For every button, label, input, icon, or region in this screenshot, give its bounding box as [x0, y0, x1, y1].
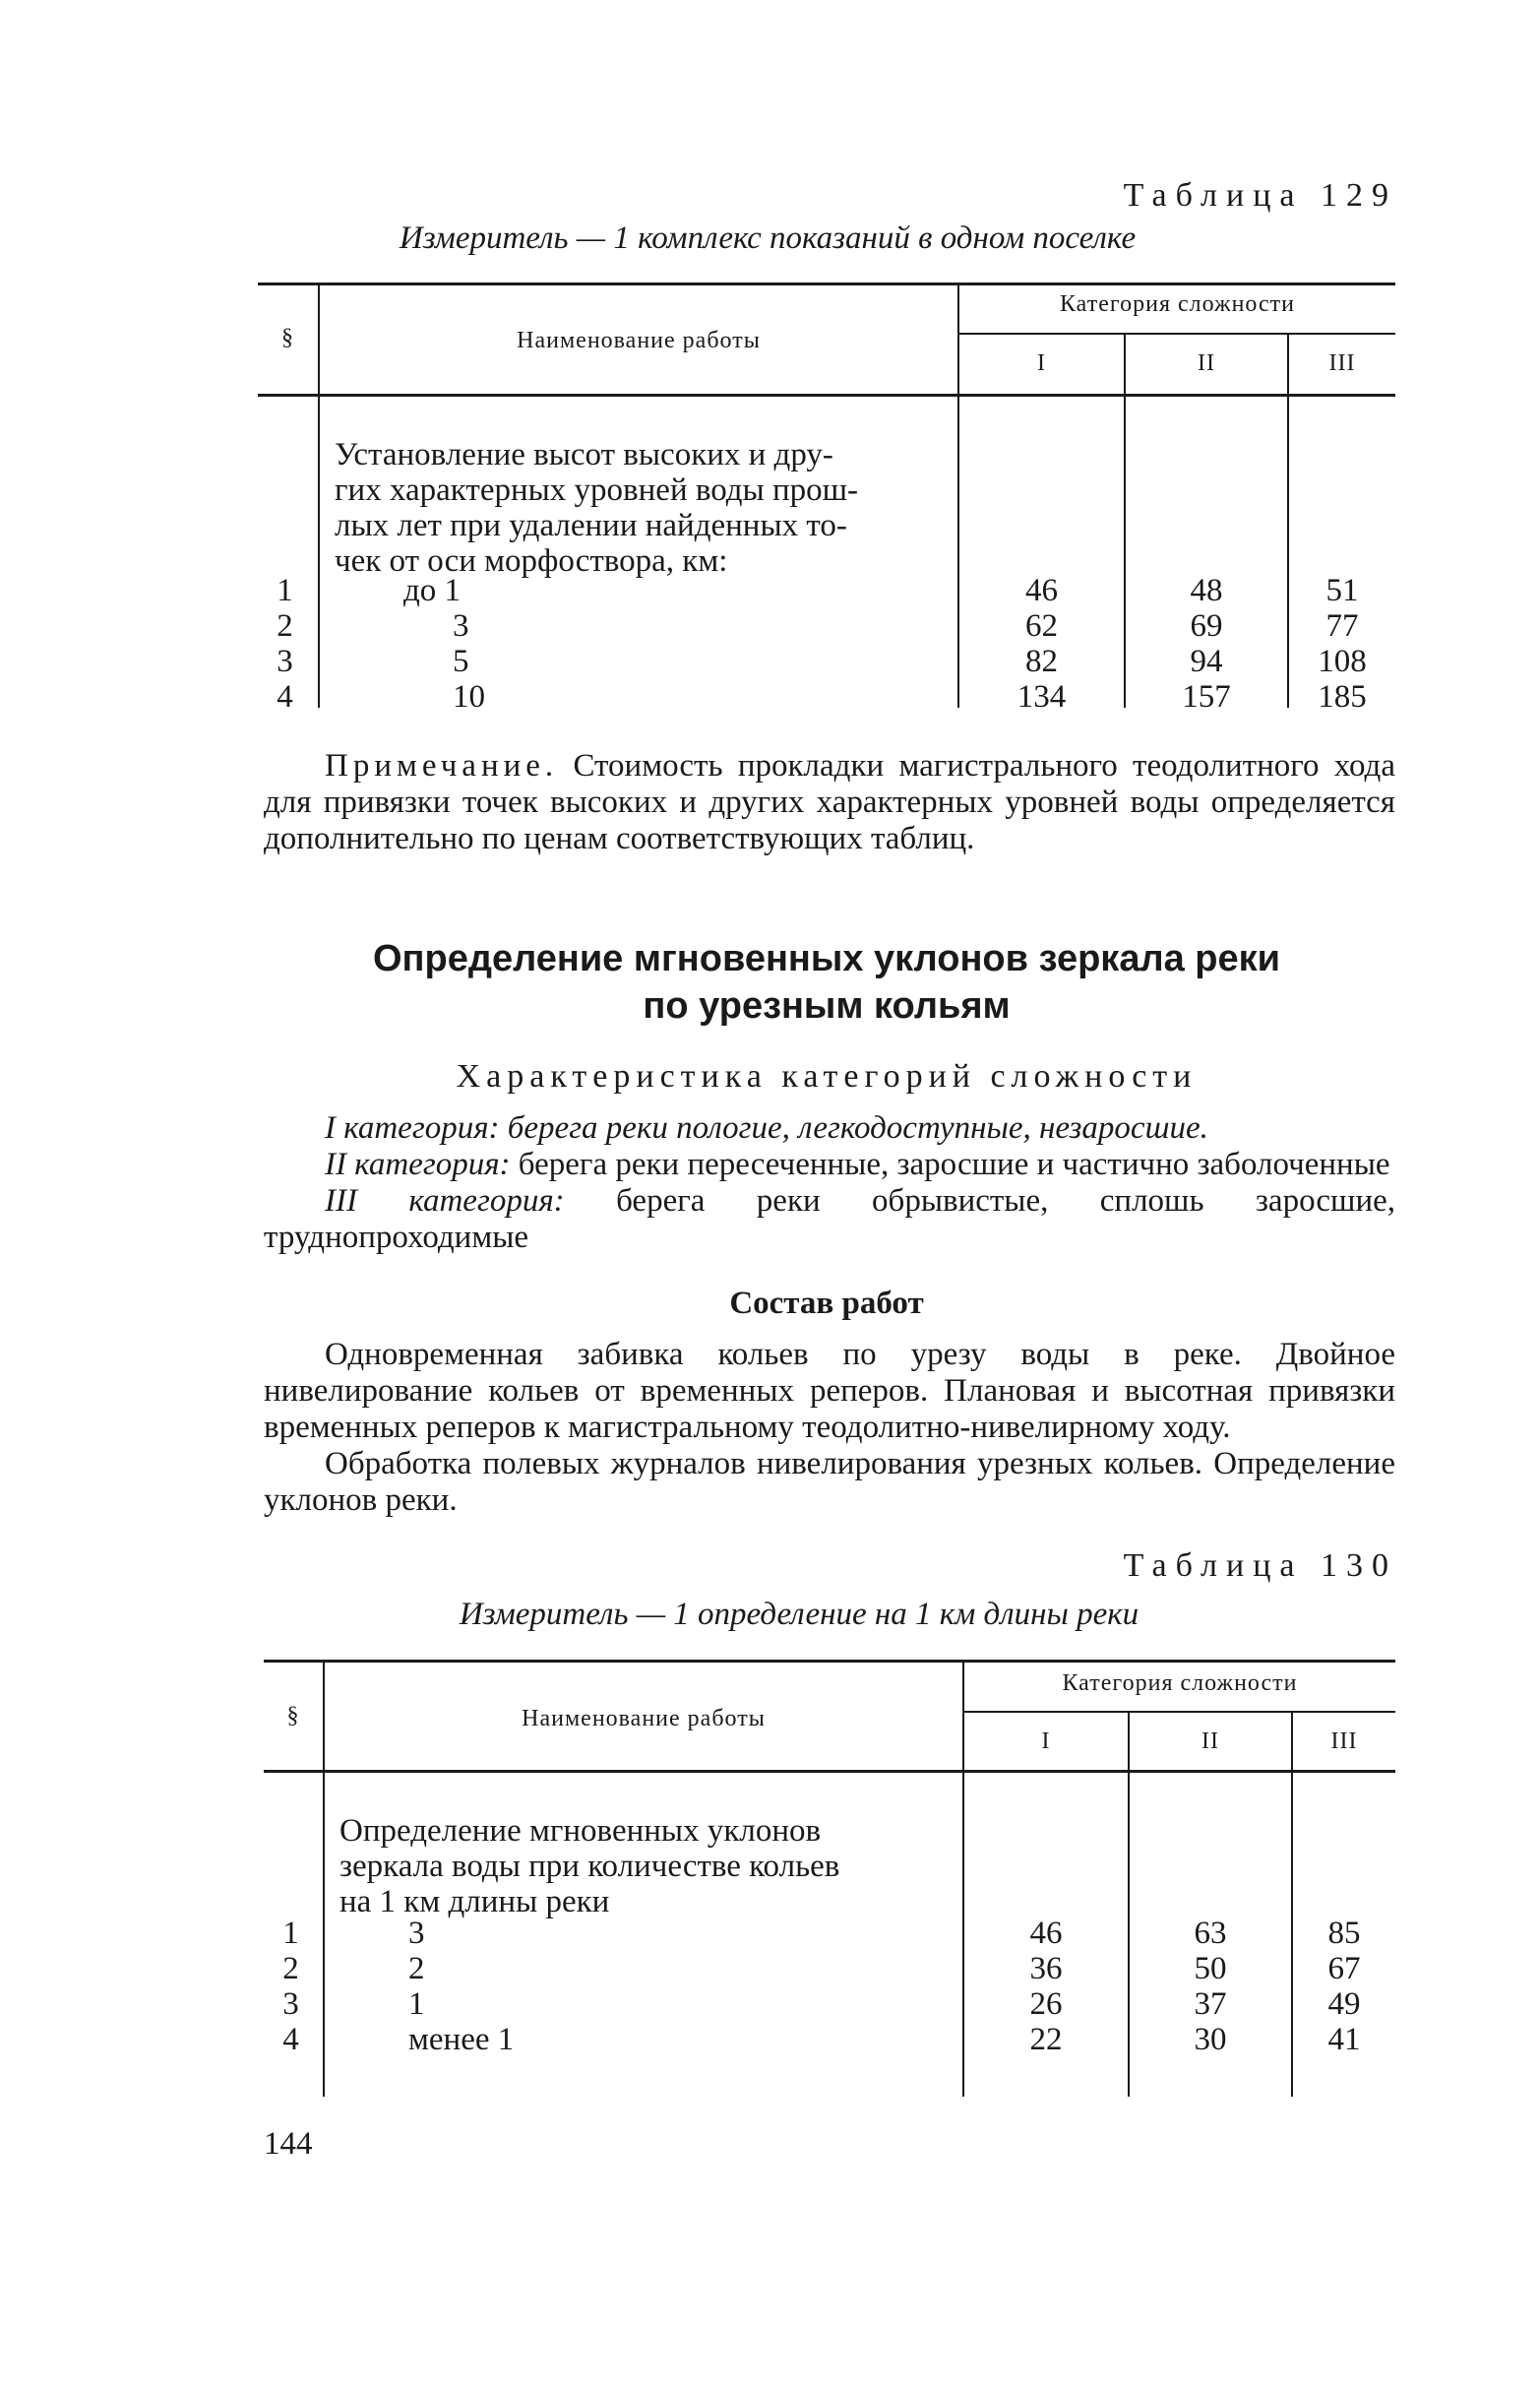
description-line: чек от оси морфоствора, км:: [335, 543, 728, 579]
header-category-3: III: [1330, 1728, 1358, 1754]
table-130-label: Таблица 130: [1123, 1547, 1397, 1584]
table-rule: [264, 1770, 1395, 1773]
categories-subheading: Характеристика категорий сложности: [456, 1058, 1198, 1095]
works-description: [264, 1337, 1395, 1519]
category-2-text: берега реки пересеченные, заросшие и частично заболоченные: [518, 1147, 1390, 1182]
category-1-label: I категория:: [325, 1110, 500, 1146]
value-cat-3: 85: [1327, 1916, 1361, 1951]
works-paragraph-2: Обработка полевых журналов нивелирования урезных кольев. Определение уклонов реки.: [264, 1446, 1395, 1518]
header-name: Наименование работы: [517, 328, 761, 353]
header-category-1: I: [1037, 350, 1046, 376]
header-section: §: [281, 325, 294, 350]
value-cat-3: 185: [1318, 679, 1367, 715]
header-name: Наименование работы: [522, 1706, 766, 1731]
header-category-1: I: [1041, 1728, 1051, 1754]
page-number: 144: [264, 2126, 313, 2162]
value-cat-1: 134: [1016, 679, 1067, 715]
row-label: до 1: [403, 573, 462, 608]
value-cat-1: 62: [1025, 608, 1058, 644]
description-line: зеркала воды при количестве кольев: [339, 1849, 840, 1884]
category-2-label: II категория:: [325, 1147, 511, 1182]
value-cat-3: 67: [1327, 1951, 1361, 1986]
value-cat-3: 77: [1325, 608, 1359, 644]
table-129-label: Таблица 129: [1123, 177, 1397, 214]
work-description: [335, 437, 950, 579]
works-paragraph-1: Одновременная забивка кольев по урезу воды в реке. Двойное нивелирование кольев от временных реперов. Плановая и высотная привязки временных реперов к магистральному теодолитно-нивелирному ходу.: [264, 1337, 1395, 1445]
works-heading: Состав работ: [729, 1286, 924, 1321]
header-section: §: [286, 1703, 300, 1728]
header-category: Категория сложности: [1062, 1670, 1298, 1696]
section-heading-line: Определение мгновенных уклонов зеркала реки: [372, 938, 1281, 979]
value-cat-1: 82: [1025, 644, 1058, 679]
table-rule: [964, 1711, 1395, 1713]
header-category-2: II: [1201, 1728, 1219, 1754]
value-cat-2: 63: [1194, 1916, 1227, 1951]
note-lead: Примечание.: [325, 748, 559, 784]
category-3-label: III категория:: [325, 1183, 565, 1219]
value-cat-1: 22: [1029, 2022, 1063, 2057]
value-cat-2: 48: [1190, 573, 1223, 608]
category-3-text: берега реки обрывистые, сплошь заросшие, труднопроходимые: [264, 1183, 1396, 1255]
value-cat-2: 50: [1194, 1951, 1227, 1986]
row-number: 2: [277, 608, 293, 644]
row-label: 10: [453, 679, 485, 715]
row-label: 3: [408, 1916, 425, 1951]
description-line: гих характерных уровней воды прош-: [335, 472, 859, 508]
value-cat-2: 94: [1190, 644, 1223, 679]
row-label: 3: [453, 608, 469, 644]
value-cat-1: 26: [1029, 1986, 1063, 2022]
table-rule: [264, 1660, 1395, 1663]
row-number: 3: [282, 1986, 299, 2022]
row-number: 2: [282, 1951, 299, 1986]
row-label: 2: [408, 1951, 425, 1986]
value-cat-1: 36: [1029, 1951, 1063, 1986]
table-rule: [258, 283, 1395, 285]
row-label: 1: [408, 1986, 425, 2022]
value-cat-3: 51: [1325, 573, 1359, 608]
description-line: Определение мгновенных уклонов: [339, 1813, 822, 1849]
value-cat-2: 69: [1190, 608, 1223, 644]
category-1-text: берега реки пологие, легкодоступные, незаросшие.: [507, 1110, 1208, 1146]
row-label: менее 1: [408, 2022, 515, 2057]
row-number: 1: [277, 573, 293, 608]
value-cat-3: 108: [1318, 644, 1367, 679]
value-cat-2: 37: [1194, 1986, 1227, 2022]
value-cat-2: 157: [1182, 679, 1231, 715]
row-number: 1: [282, 1916, 299, 1951]
table-rule: [959, 333, 1395, 335]
value-cat-3: 49: [1327, 1986, 1361, 2022]
table-129-measure: Измеритель — 1 комплекс показаний в одном поселке: [399, 220, 1137, 256]
value-cat-2: 30: [1194, 2022, 1227, 2057]
row-number: 4: [282, 2022, 299, 2057]
category-descriptions: [264, 1110, 1395, 1256]
description-line: лых лет при удалении найденных то-: [335, 508, 847, 543]
row-number: 4: [277, 679, 293, 715]
value-cat-3: 41: [1327, 2022, 1361, 2057]
row-label: 5: [453, 644, 469, 679]
table-rule: [258, 394, 1395, 397]
header-category: Категория сложности: [1059, 291, 1296, 317]
description-line: Установление высот высоких и дру-: [335, 437, 833, 472]
value-cat-1: 46: [1025, 573, 1058, 608]
section-heading: [258, 935, 1395, 1030]
description-line: на 1 км длины реки: [339, 1884, 610, 1919]
header-category-3: III: [1328, 350, 1356, 376]
section-heading-line: по урезным кольям: [643, 985, 1011, 1027]
header-category-2: II: [1198, 350, 1215, 376]
table-130-measure: Измеритель — 1 определение на 1 км длины реки: [459, 1597, 1140, 1632]
value-cat-1: 46: [1029, 1916, 1063, 1951]
table-note: [264, 748, 1395, 857]
work-description: [339, 1813, 950, 1919]
row-number: 3: [277, 644, 293, 679]
note-text: Стоимость прокладки магистрального теодолитного хода для привязки точек высоких и других характерных уровней воды определяется дополнительно по ценам соответствующих таблиц.: [264, 748, 1395, 856]
